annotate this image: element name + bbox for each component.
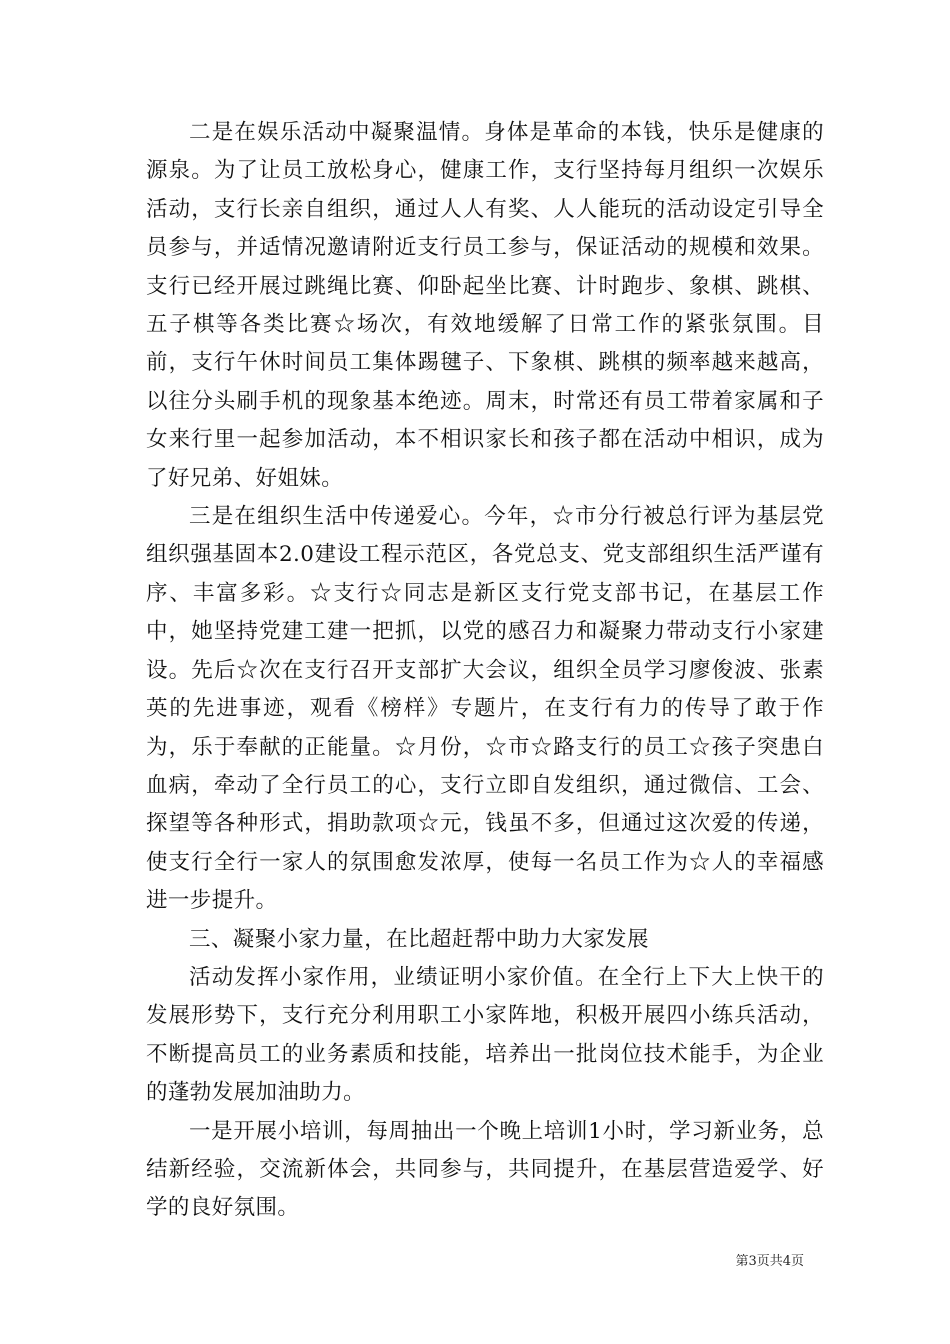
document-body [146, 114, 824, 1228]
paragraph-entertainment: 二是在娱乐活动中凝聚温情。身体是革命的本钱，快乐是健康的源泉。为了让员工放松身心，健康工作，支行坚持每月组织一次娱乐活动，支行长亲自组织，通过人人有奖、人人能玩的活动设定引导全员参与，并适情况邀请附近支行员工参与，保证活动的规模和效果。支行已经开展过跳绳比赛、仰卧起坐比赛、计时跑步、象棋、跳棋、五子棋等各类比赛☆场次，有效地缓解了日常工作的紧张氛围。目前，支行午休时间员工集体踢毽子、下象棋、跳棋的频率越来越高，以往分头刷手机的现象基本绝迹。周末，时常还有员工带着家属和子女来行里一起参加活动，本不相识家长和孩子都在活动中相识，成为了好兄弟、好姐妹。 [146, 120, 824, 491]
section-heading: 三、凝聚小家力量，在比超赶帮中助力大家发展 [189, 926, 649, 952]
page-number-footer: 第3页共4页 [735, 1254, 804, 1269]
paragraph-training: 一是开展小培训，每周抽出一个晚上培训1小时，学习新业务，总结新经验，交流新体会，共同参与，共同提升，在基层营造爱学、好学的良好氛围。 [146, 1118, 824, 1221]
paragraph-activities: 活动发挥小家作用，业绩证明小家价值。在全行上下大上快干的发展形势下，支行充分利用职工小家阵地，积极开展四小练兵活动，不断提高员工的业务素质和技能，培养出一批岗位技术能手，为企业的蓬勃发展加油助力。 [146, 964, 824, 1106]
paragraph-organization-life: 三是在组织生活中传递爱心。今年，☆市分行被总行评为基层党组织强基固本2.0建设工程示范区，各党总支、党支部组织生活严谨有序、丰富多彩。☆支行☆同志是新区支行党支部书记，在基层工作中，她坚持党建工建一把抓，以党的感召力和凝聚力带动支行小家建设。先后☆次在支行召开支部扩大会议，组织全员学习廖俊波、张素英的先进事迹，观看《榜样》专题片，在支行有力的传导了敢于作为，乐于奉献的正能量。☆月份，☆市☆路支行的员工☆孩子突患白血病，牵动了全行员工的心，支行立即自发组织，通过微信、工会、探望等各种形式，捐助款项☆元，钱虽不多，但通过这次爱的传递，使支行全行一家人的氛围愈发浓厚，使每一名员工作为☆人的幸福感进一步提升。 [146, 504, 824, 914]
